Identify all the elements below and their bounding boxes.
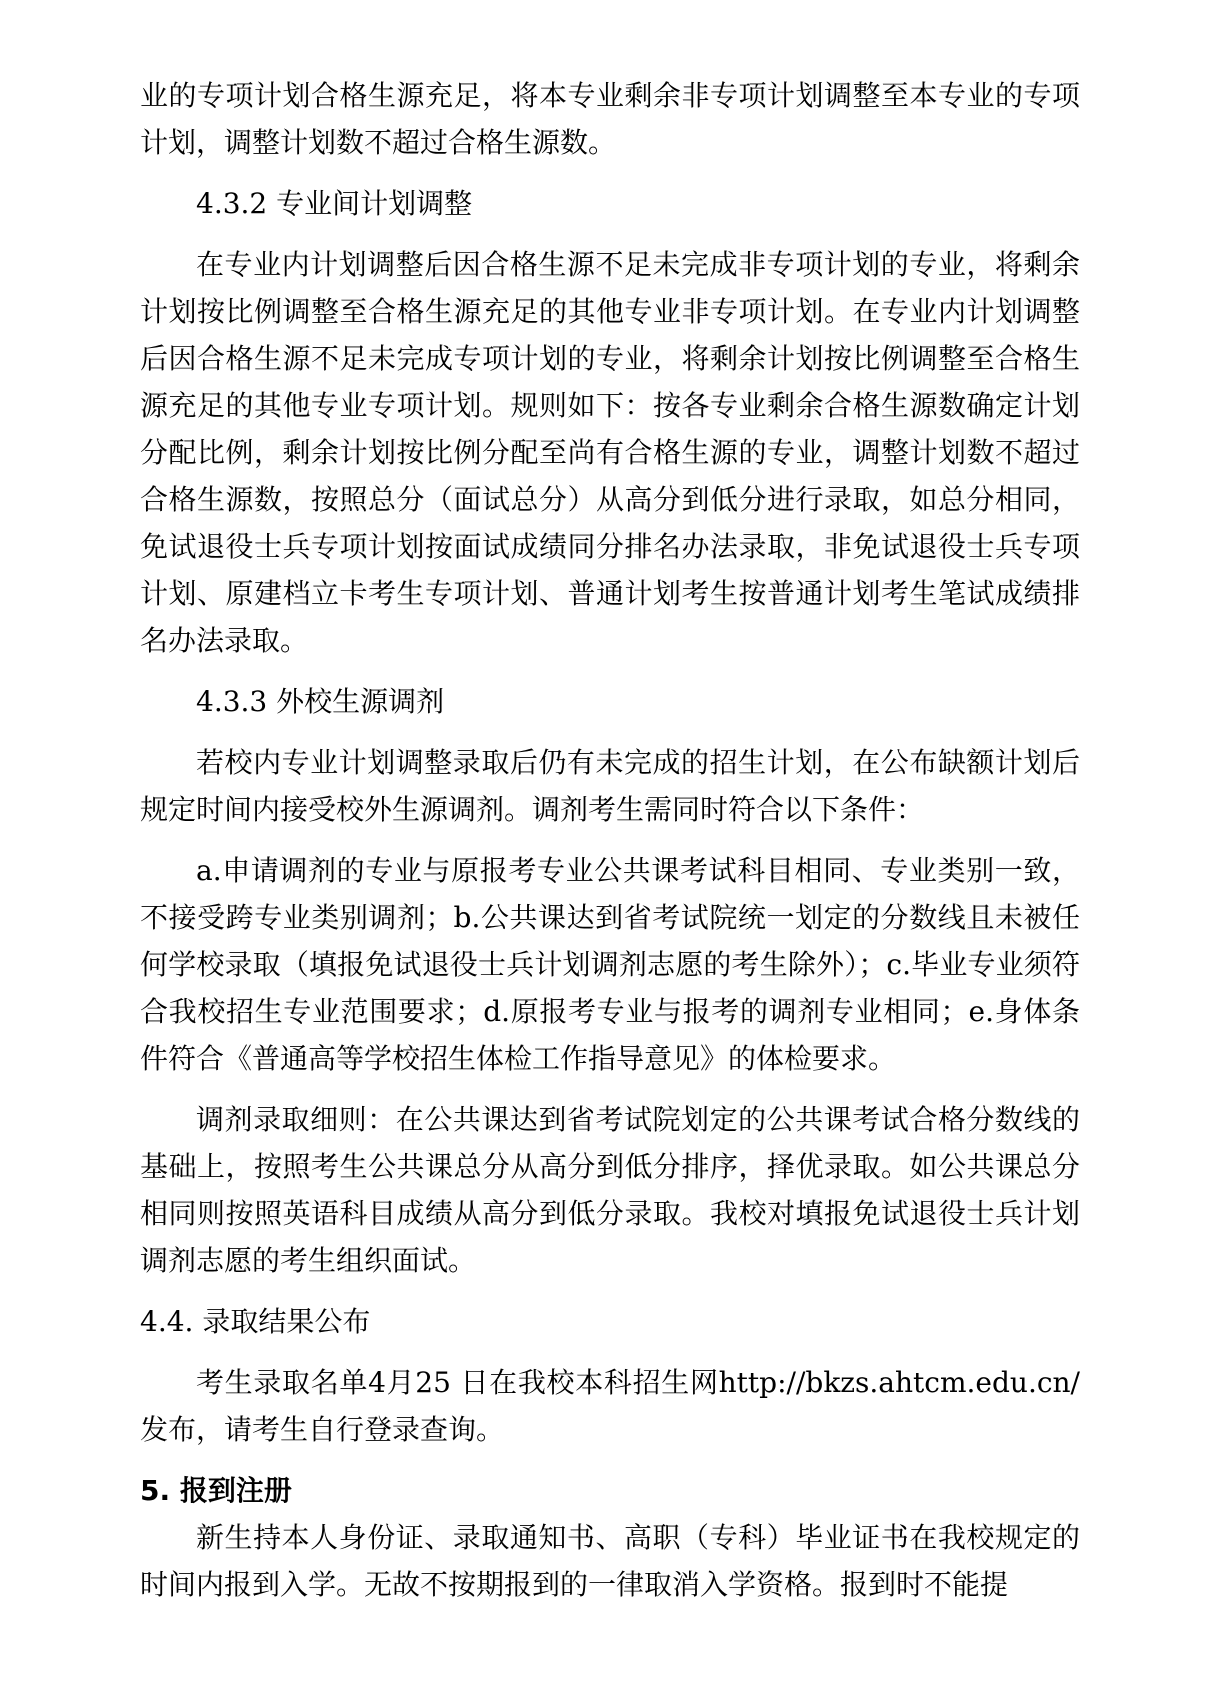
paragraph-4-3-3-intro: 若校内专业计划调整录取后仍有未完成的招生计划，在公布缺额计划后规定时间内接受校外生源调剂。调剂考生需同时符合以下条件： [140,746,1080,826]
paragraph-4-3-3-rules: 调剂录取细则：在公共课达到省考试院划定的公共课考试合格分数线的基础上，按照考生公共课总分从高分到低分排序，择优录取。如公共课总分相同则按照英语科目成绩从高分到低分录取。我校对填报免试退役士兵计划调剂志愿的考生组织面试。 [140,1103,1080,1277]
paragraph-4-3-3-conditions: a.申请调剂的专业与原报考专业公共课考试科目相同、专业类别一致，不接受跨专业类别调剂；b.公共课达到省考试院统一划定的分数线且未被任何学校录取（填报免试退役士兵计划调剂志愿的考生除外）；c.毕业专业须符合我校招生专业范围要求；d.原报考专业与报考的调剂专业相同；e.身体条件符合《普通高等学校招生体检工作指导意见》的体检要求。 [140,854,1080,1075]
paragraph-4-4: 考生录取名单4月25 日在我校本科招生网http://bkzs.ahtcm.edu.cn/发布，请考生自行登录查询。 [140,1366,1080,1446]
document-page [140,72,1080,1622]
section-heading-4-3-2: 4.3.2 专业间计划调整 [196,187,473,220]
paragraph-4-3-2: 在专业内计划调整后因合格生源不足未完成非专项计划的专业，将剩余计划按比例调整至合格生源充足的其他专业非专项计划。在专业内计划调整后因合格生源不足未完成专项计划的专业，将剩余计划按比例调整至合格生源充足的其他专业专项计划。规则如下：按各专业剩余合格生源数确定计划分配比例，剩余计划按比例分配至尚有合格生源的专业，调整计划数不超过合格生源数，按照总分（面试总分）从高分到低分进行录取，如总分相同，免试退役士兵专项计划按面试成绩同分排名办法录取，非免试退役士兵专项计划、原建档立卡考生专项计划、普通计划考生按普通计划考生笔试成绩排名办法录取。 [140,248,1080,657]
paragraph-5: 新生持本人身份证、录取通知书、高职（专科）毕业证书在我校规定的时间内报到入学。无故不按期报到的一律取消入学资格。报到时不能提 [140,1521,1080,1601]
section-heading-4-4: 4.4. 录取结果公布 [140,1305,371,1338]
paragraph-continuation: 业的专项计划合格生源充足，将本专业剩余非专项计划调整至本专业的专项计划，调整计划数不超过合格生源数。 [140,79,1080,159]
section-heading-5: 5. 报到注册 [140,1474,292,1507]
section-heading-4-3-3: 4.3.3 外校生源调剂 [196,685,445,718]
